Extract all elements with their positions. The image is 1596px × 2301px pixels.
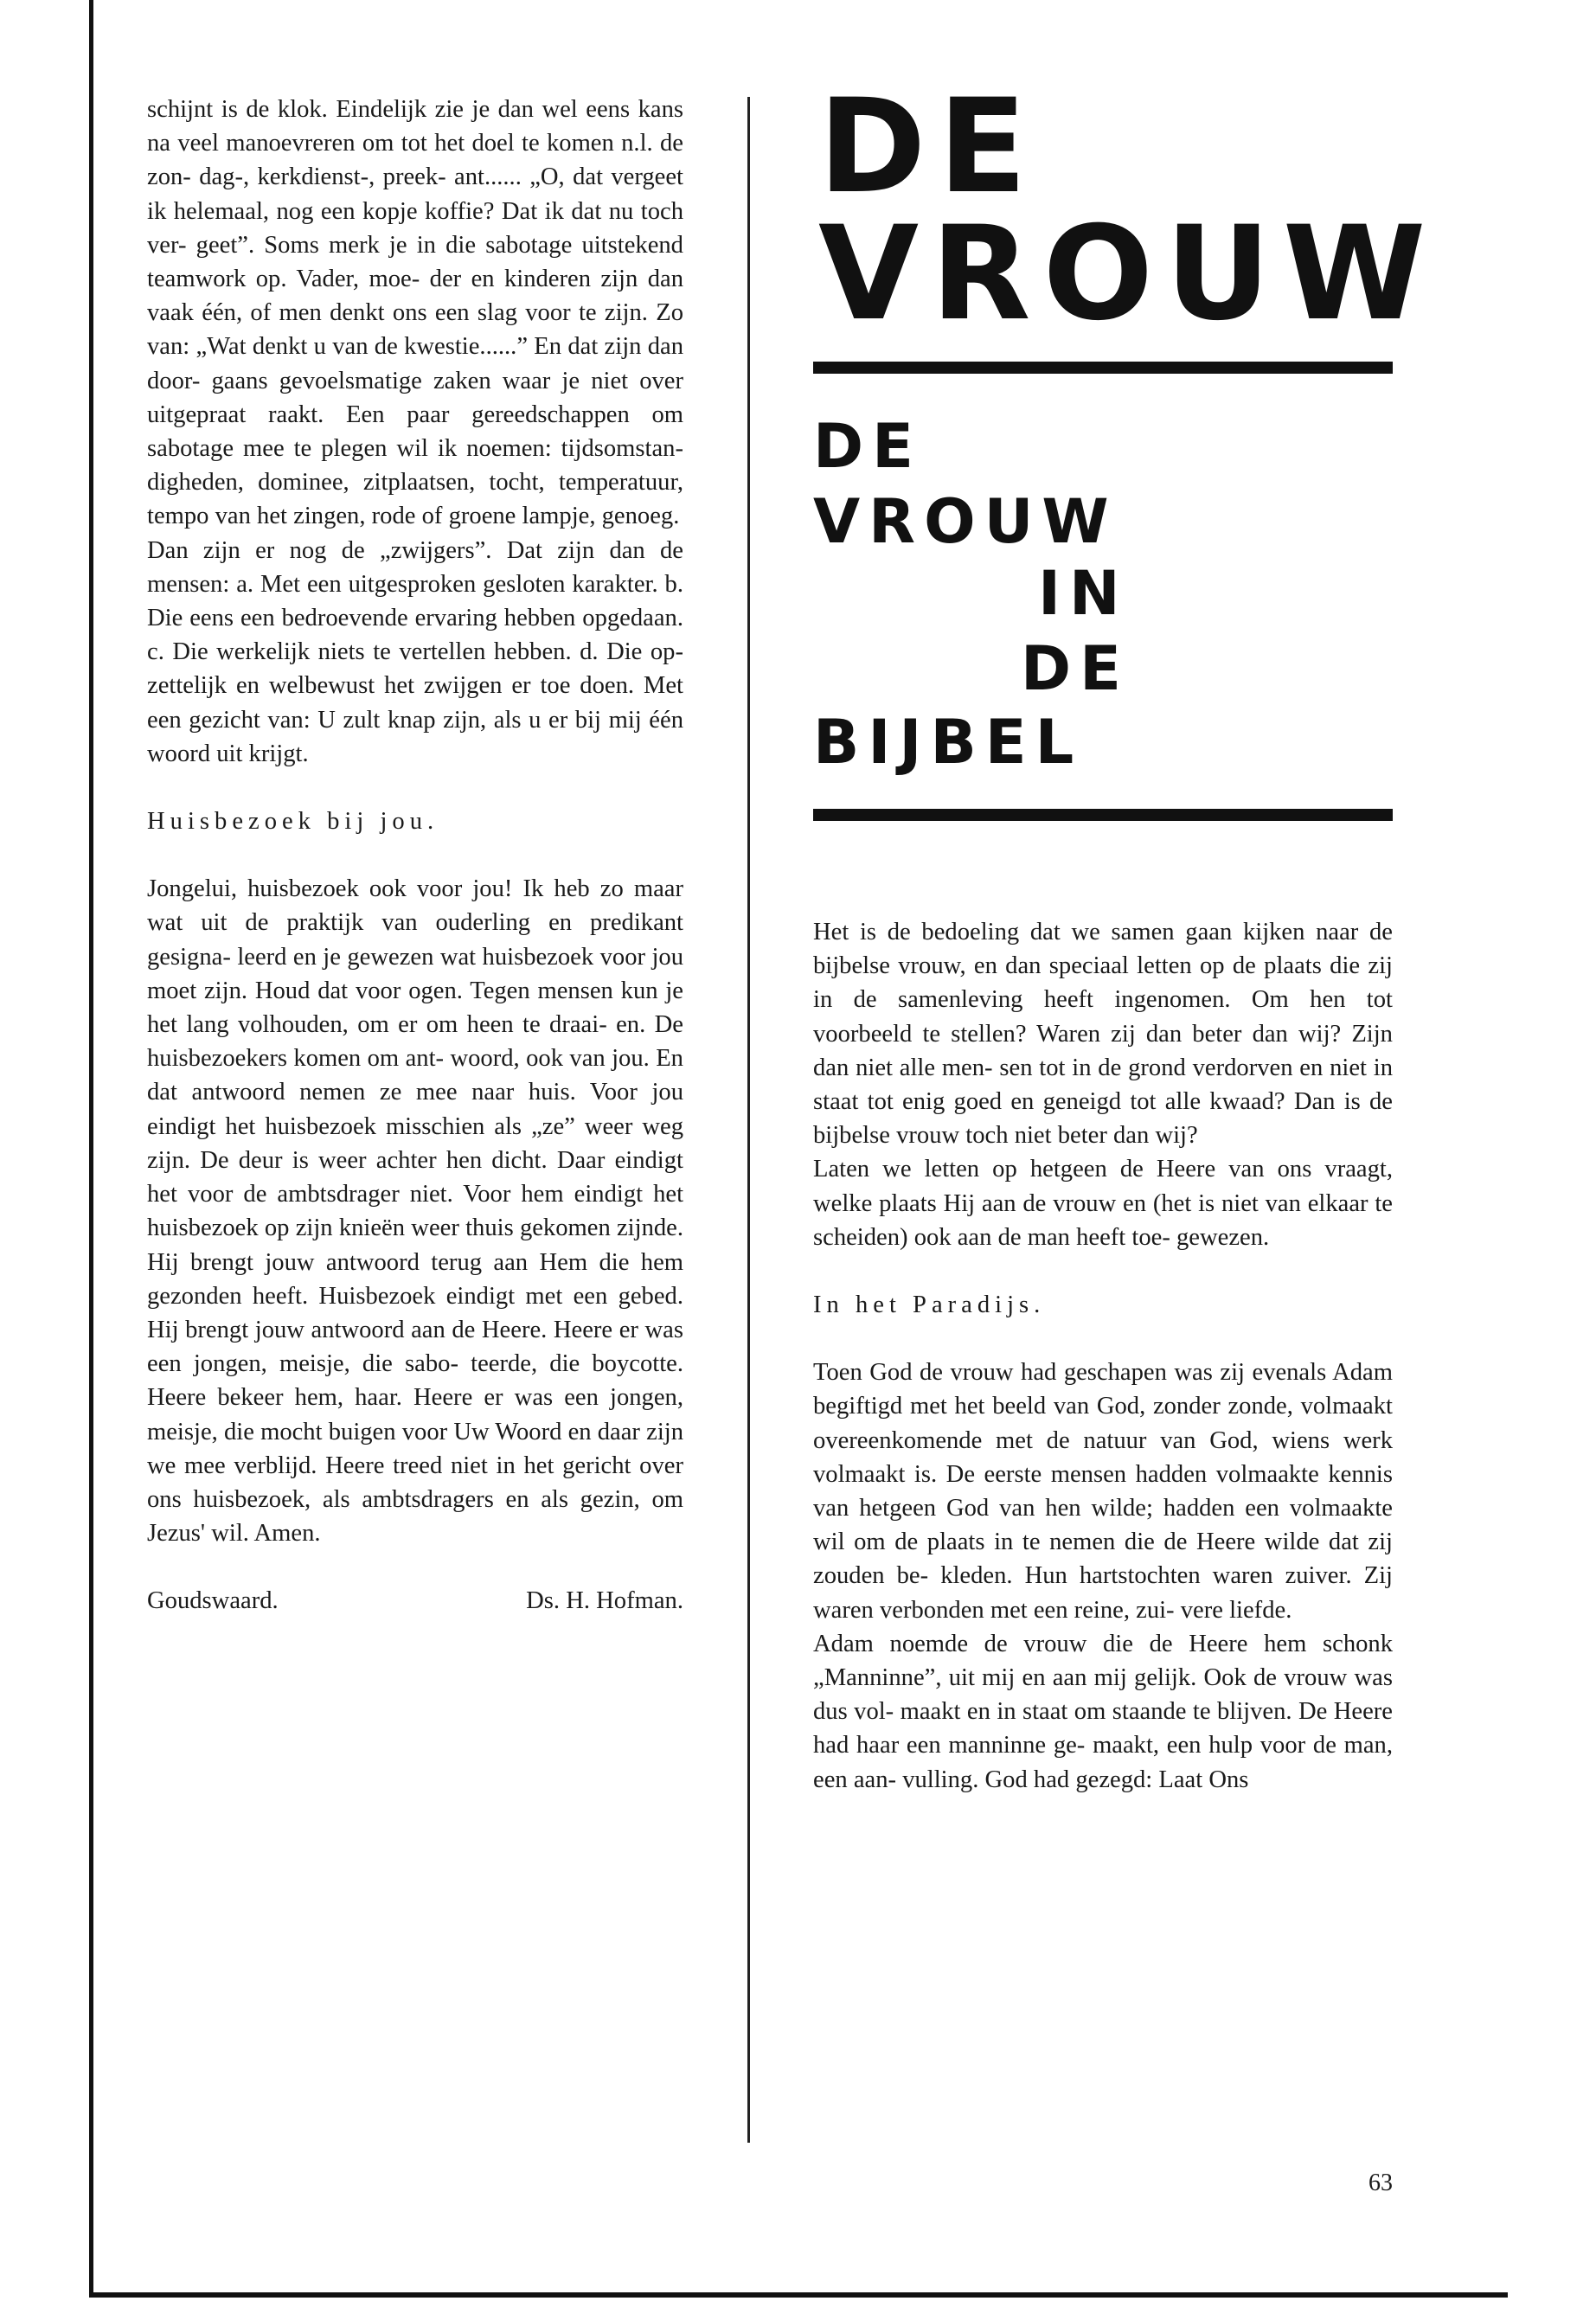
subtitle-line-1: DE [813,411,922,482]
left-body-text-2: Jongelui, huisbezoek ook voor jou! Ik heb zo maar wat uit de praktijk van ouderling en predikant gesigna- leerd en je gewezen wat huisbezoek voor jou moet zijn. Houd dat voor ogen. Tegen mensen kun je het lang volhouden, om er om heen te draai- en. De huisbezoekers komen om ant- woord, ook van jou. En dat antwoord nemen ze mee naar huis. Voor jou eindigt het huisbezoek misschien als „ze” weer weg zijn. De deur is weer achter hen dicht. Daar eindigt het voor de ambtsdrager niet. Voor hem eindigt het huisbezoek op zijn knieën weer thuis gekomen zijnde. Hij brengt jouw antwoord terug aan Hem die hem gezonden heeft. Huisbezoek eindigt met een gebed. Hij brengt jouw antwoord aan de Heere. Heere er was een jongen, meisje, die sabo- teerde, die boycotte. Heere bekeer hem, haar. Heere er was een jongen, meisje, die mocht buigen voor Uw Woord en daar zijn we mee verblijd. Heere treed niet in het gericht over ons huisbezoek, als ambtsdragers en als gezin, om Jezus' wil. Amen. [147,875,684,1548]
subtitle-line-2: VROUW [813,486,1118,557]
rule-top [813,362,1393,374]
left-body-text: schijnt is de klok. Eindelijk zie je dan wel eens kans na veel manoevreren om tot het doel te komen n.l. de zon- dag-, kerkdienst-, preek- ant...... „O, dat vergeet ik helemaal, nog een kopje koffie? Dat ik dat nu toch ver- geet”. Soms merk je in die sabotage uitstekend teamwork op. Vader, moe- der en kinderen zijn dan vaak één, of men denkt ons een slag voor te zijn. Zo van: „Wat denkt u van de kwestie......” En dat zijn dan door- gaans gevoelsmatige zaken waar je niet over uitgepraat raakt. Een paar gereedschappen om sabotage mee te plegen wil ik noemen: tijdsomstan- digheden, dominee, zitplaatsen, tocht, temperatuur, tempo van het zingen, rode of groene lampje, genoeg. Dan zijn er nog de „zwijgers”. Dat zijn dan de mensen: a. Met een uitgesproken gesloten karakter. b. Die eens een bedroevende ervaring hebben opgedaan. c. Die werkelijk niets te vertellen hebben. d. Die op- zettelijk en welbewust het zwijgen er toe doen. Met een gezicht van: U zult knap zijn, als u er bij mij één woord uit krijgt. [147,96,684,767]
section-heading-paradijs: In het Paradijs. [813,1292,1046,1319]
right-column [813,915,1393,1797]
right-intro-text: Het is de bedoeling dat we samen gaan kijken naar de bijbelse vrouw, en dan speciaal letten op de plaats die zij in de samenleving heeft ingenomen. Om hen tot voorbeeld te stellen? Waren zij dan beter dan wij? Zijn dan niet alle men- sen tot in de grond verdorven en niet in staat tot enig goed en geneigd tot alle kwaad? Dan is de bijbelse vrouw toch niet beter dan wij? Laten we letten op hetgeen de Heere van ons vraagt, welke plaats Hij aan de vrouw en (het is niet van elkaar te scheiden) ook aan de man heeft toe- gewezen. [813,919,1393,1251]
left-column [147,93,683,1618]
subtitle-line-3: IN [1038,558,1129,629]
section-heading-huisbezoek: Huisbezoek bij jou. [147,808,439,836]
rule-bottom [813,809,1393,821]
page-border-left [89,0,93,2297]
page-number: 63 [1368,2170,1393,2196]
signature-place: Goudswaard. [147,1587,279,1615]
title-line-1: DE [818,72,1039,222]
subtitle-line-5: BIJBEL [813,707,1083,778]
signature-name: Ds. H. Hofman. [526,1587,683,1615]
title-line-2: VROUW [818,199,1439,349]
right-body-text: Toen God de vrouw had geschapen was zij evenals Adam begiftigd met het beeld van God, zonder zonde, volmaakt overeenkomende met de natuur van God, wiens werk volmaakt is. De eerste mensen hadden volmaakte kennis van hetgeen God van hen wilde; hadden een volmaakte wil om de plaats in te nemen die de Heere wilde dat zij zouden be- kleden. Hun hartstochten waren zuiver. Zij waren verbonden met een reine, zui- vere liefde. Adam noemde de vrouw die de Heere hem schonk „Manninne”, uit mij en aan mij gelijk. Ook de vrouw was dus vol- maakt en in staat om staande te blijven. De Heere had haar een manninne ge- maakt, een hulp voor de man, een aan- vulling. God had gezegd: Laat Ons [813,1359,1394,1793]
page-border-bottom [89,2292,1508,2298]
signature [147,1584,683,1618]
subtitle-line-4: DE [1021,633,1130,704]
column-divider [747,97,750,2143]
